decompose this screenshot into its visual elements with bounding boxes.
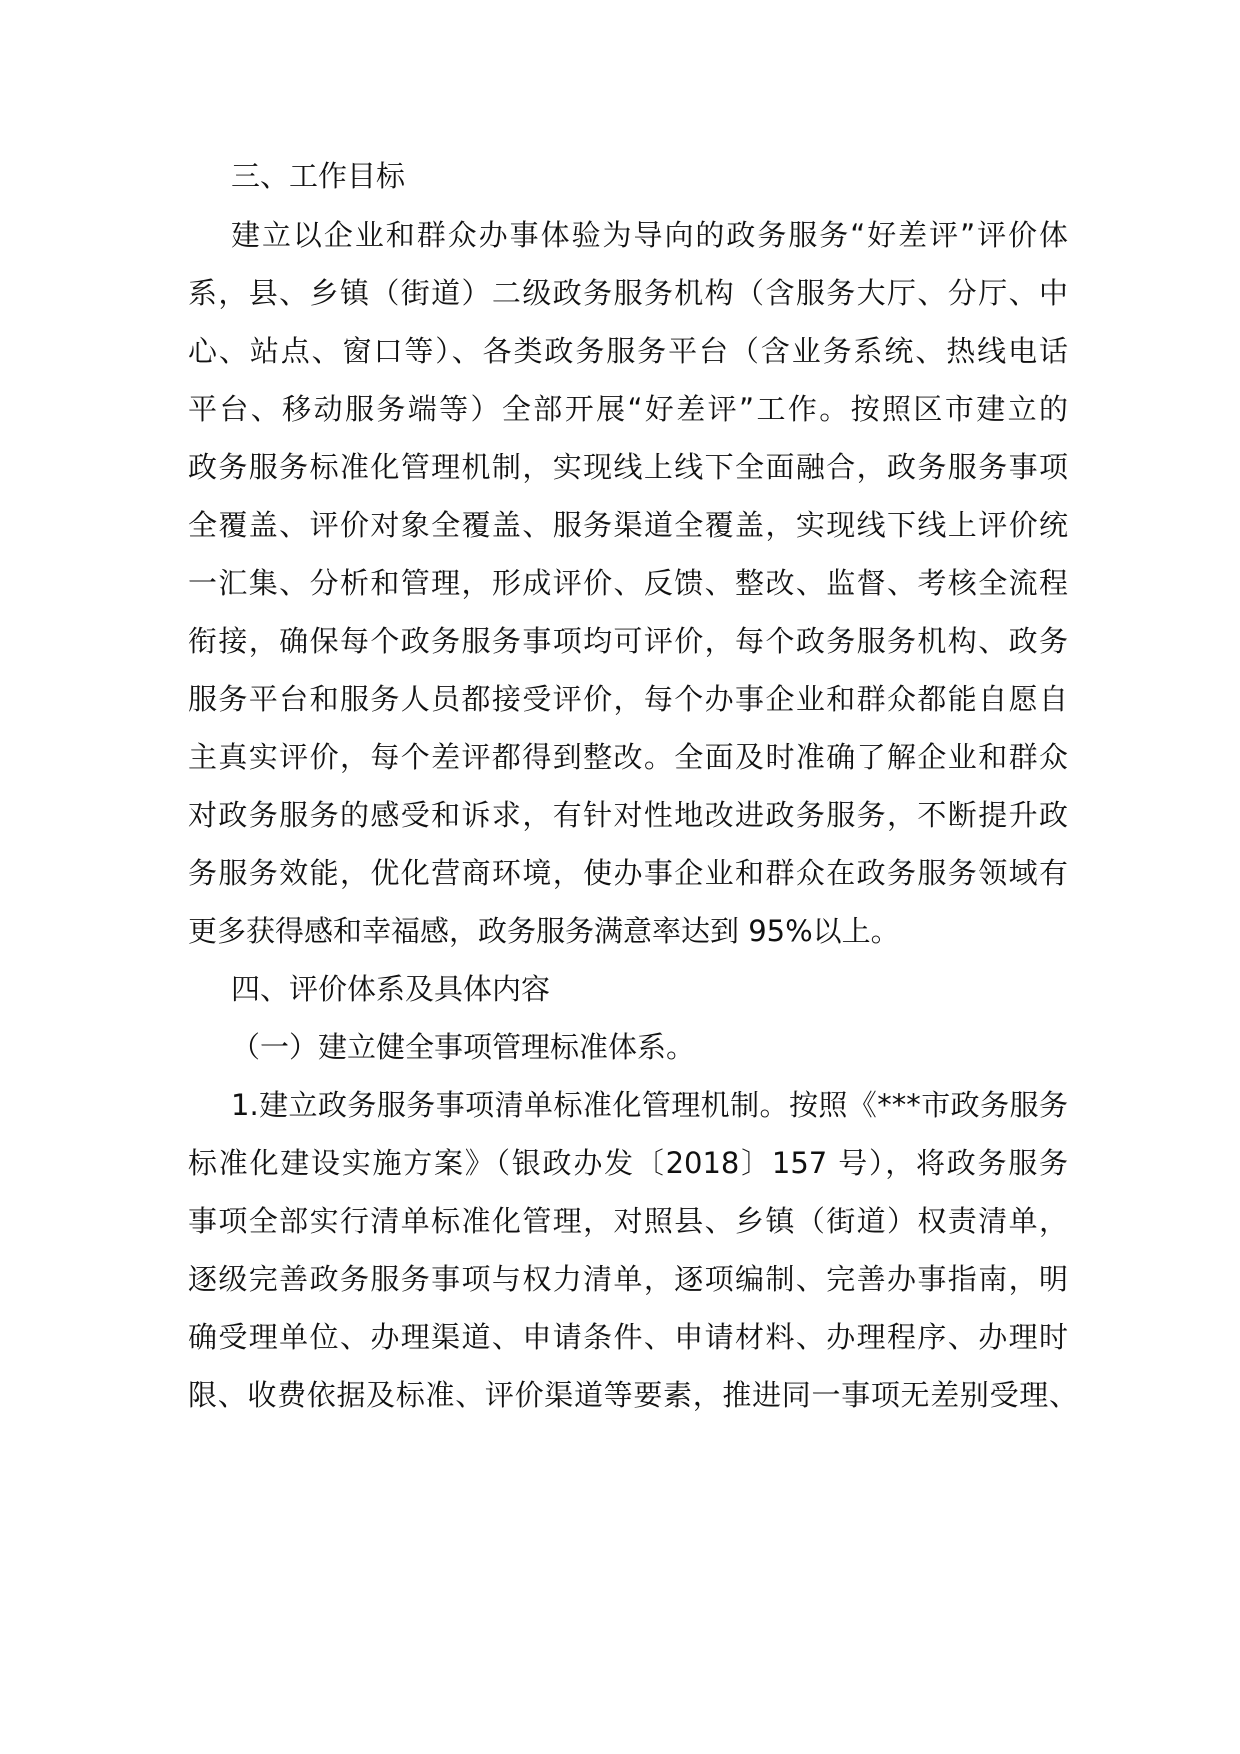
paragraph-line: 确受理单位、办理渠道、申请条件、申请材料、办理程序、办理时 xyxy=(188,1320,1068,1354)
paragraph-line: 逐级完善政务服务事项与权力清单，逐项编制、完善办事指南，明 xyxy=(188,1262,1068,1296)
paragraph-line: 1.建立政务服务事项清单标准化管理机制。按照《***市政务服务 xyxy=(231,1088,1068,1122)
paragraph-line: 主真实评价，每个差评都得到整改。全面及时准确了解企业和群众 xyxy=(188,740,1068,774)
paragraph-line: 政务服务标准化管理机制，实现线上线下全面融合，政务服务事项 xyxy=(188,450,1068,484)
paragraph-line: 更多获得感和幸福感，政务服务满意率达到 95%以上。 xyxy=(188,914,900,948)
paragraph-line: 建立以企业和群众办事体验为导向的政务服务“好差评”评价体 xyxy=(231,218,1068,252)
paragraph-line: 系，县、乡镇（街道）二级政务服务机构（含服务大厅、分厅、中 xyxy=(188,276,1068,310)
heading-evaluation-system: 四、评价体系及具体内容 xyxy=(231,972,551,1006)
paragraph-line: 标准化建设实施方案》（银政办发〔2018〕157 号），将政务服务 xyxy=(188,1146,1068,1180)
heading-work-goals: 三、工作目标 xyxy=(231,159,406,193)
paragraph-line: 事项全部实行清单标准化管理，对照县、乡镇（街道）权责清单， xyxy=(188,1204,1068,1238)
paragraph-line: 心、站点、窗口等）、各类政务服务平台（含业务系统、热线电话 xyxy=(188,334,1068,368)
paragraph-line: 全覆盖、评价对象全覆盖、服务渠道全覆盖，实现线下线上评价统 xyxy=(188,508,1068,542)
paragraph-line: 衔接，确保每个政务服务事项均可评价，每个政务服务机构、政务 xyxy=(188,624,1068,658)
paragraph-line: 服务平台和服务人员都接受评价，每个办事企业和群众都能自愿自 xyxy=(188,682,1068,716)
paragraph-line: 务服务效能，优化营商环境，使办事企业和群众在政务服务领域有 xyxy=(188,856,1068,890)
paragraph-line: 一汇集、分析和管理，形成评价、反馈、整改、监督、考核全流程 xyxy=(188,566,1068,600)
paragraph-line: 对政务服务的感受和诉求，有针对性地改进政务服务，不断提升政 xyxy=(188,798,1068,832)
paragraph-line: 限、收费依据及标准、评价渠道等要素，推进同一事项无差别受理、 xyxy=(188,1378,1078,1412)
subheading-item-management: （一）建立健全事项管理标准体系。 xyxy=(231,1030,696,1064)
paragraph-line: 平台、移动服务端等）全部开展“好差评”工作。按照区市建立的 xyxy=(188,392,1068,426)
